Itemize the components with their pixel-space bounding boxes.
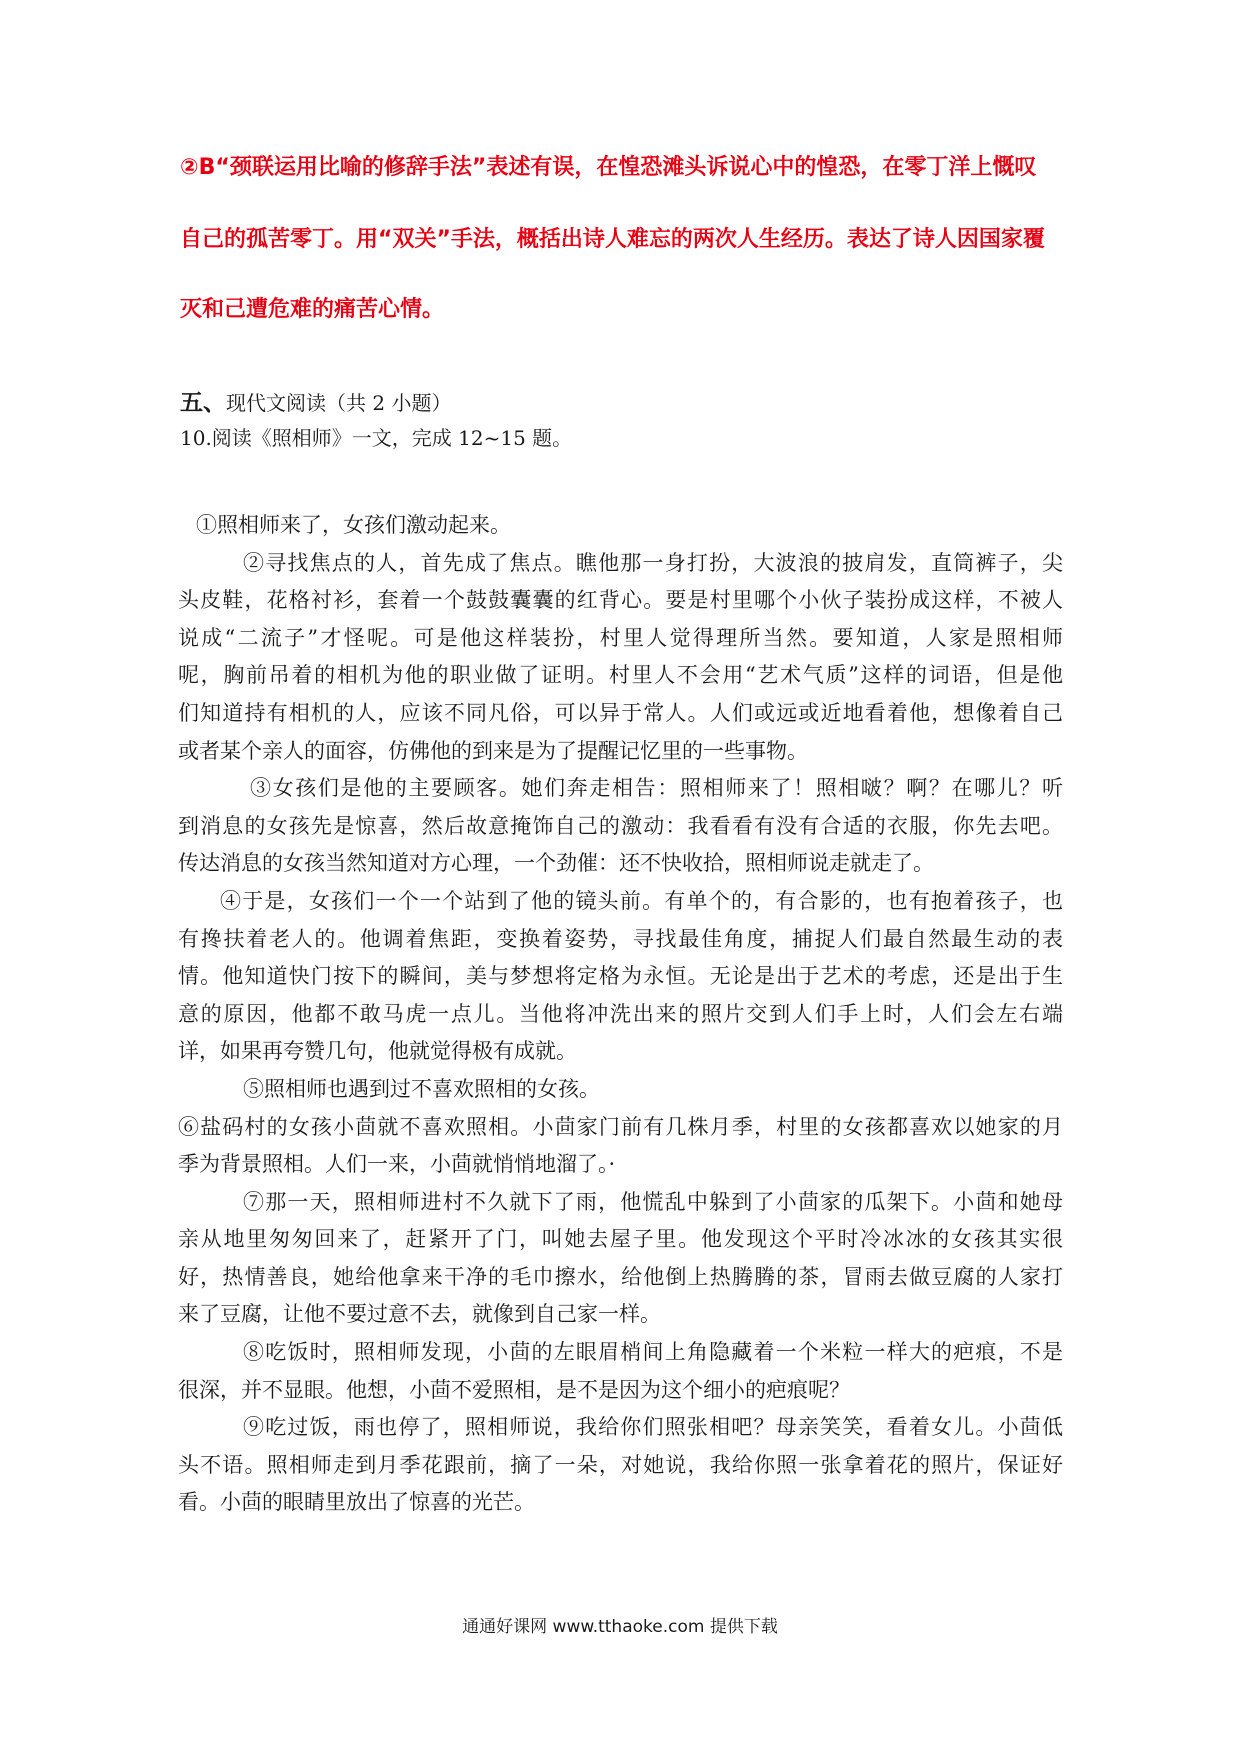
section-heading — [180, 384, 451, 417]
section-number: 五、 — [180, 390, 226, 416]
paragraph-line: ⑥盐码村的女孩小茴就不喜欢照相。小茴家门前有几株月季，村里的女孩都喜欢以她家的月 — [178, 1114, 1063, 1139]
paragraph-line: 呢，胸前吊着的相机为他的职业做了证明。村里人不会用“艺术气质”这样的词语，但是他 — [178, 663, 1063, 688]
paragraph-line: ③女孩们是他的主要顾客。她们奔走相告：照相师来了！照相啵？啊？在哪儿？听 — [250, 776, 1063, 801]
paragraph-line: ⑨吃过饭，雨也停了，照相师说，我给你们照张相吧？母亲笑笑，看着女儿。小茴低 — [243, 1415, 1063, 1440]
question-prompt: 10.阅读《照相师》一文，完成 12~15 题。 — [180, 426, 573, 450]
section-title: 现代文阅读（共 2 小题） — [226, 391, 452, 415]
paragraph-line: 到消息的女孩先是惊喜，然后故意掩饰自己的激动：我看看有没有合适的衣服，你先去吧。 — [178, 813, 1063, 838]
answer-line-1: ②B“颈联运用比喻的修辞手法”表述有误，在惶恐滩头诉说心中的惶恐，在零丁洋上慨叹 — [180, 155, 1037, 180]
paragraph-line: 头不语。照相师走到月季花跟前，摘了一朵，对她说，我给你照一张拿着花的照片，保证好 — [178, 1452, 1063, 1477]
paragraph-line: 有搀扶着老人的。他调着焦距，变换着姿势，寻找最佳角度，捕捉人们最自然最生动的表 — [178, 926, 1063, 951]
answer-line-3: 灭和己遭危难的痛苦心情。 — [180, 297, 445, 322]
paragraph-line: 说成“二流子”才怪呢。可是他这样装扮，村里人觉得理所当然。要知道，人家是照相师 — [178, 625, 1063, 650]
paragraph-line: 季为背景照相。人们一来，小茴就悄悄地溜了。· — [178, 1152, 616, 1177]
paragraph-line: 或者某个亲人的面容，仿佛他的到来是为了提醒记忆里的一些事物。 — [178, 738, 808, 763]
paragraph-line: 详，如果再夸赞几句，他就觉得极有成就。 — [178, 1039, 577, 1064]
paragraph-line: 们知道持有相机的人，应该不同凡俗，可以异于常人。人们或远或近地看着他，想像着自己 — [178, 700, 1063, 725]
paragraph-line: 意的原因，他都不敢马虎一点儿。当他将冲洗出来的照片交到人们手上时，人们会左右端 — [178, 1001, 1063, 1026]
paragraph-line: 很深，并不显眼。他想，小茴不爱照相，是不是因为这个细小的疤痕呢？ — [178, 1377, 850, 1402]
paragraph-line: 好，热情善良，她给他拿来干净的毛巾擦水，给他倒上热腾腾的茶，冒雨去做豆腐的人家打 — [178, 1264, 1063, 1289]
paragraph-line: 来了豆腐，让他不要过意不去，就像到自己家一样。 — [178, 1302, 661, 1327]
paragraph-line: ⑤照相师也遇到过不喜欢照相的女孩。 — [243, 1076, 600, 1101]
paragraph-line: ④于是，女孩们一个一个站到了他的镜头前。有单个的，有合影的，也有抱着孩子，也 — [220, 888, 1063, 913]
paragraph-line: 亲从地里匆匆回来了，赶紧开了门，叫她去屋子里。他发现这个平时冷冰冰的女孩其实很 — [178, 1227, 1063, 1252]
paragraph-line: 传达消息的女孩当然知道对方心理，一个劲催：还不快收拾，照相师说走就走了。 — [178, 851, 934, 876]
paragraph-line: 头皮鞋，花格衬衫，套着一个鼓鼓囊囊的红背心。要是村里哪个小伙子装扮成这样，不被人 — [178, 588, 1063, 613]
paragraph-line: ⑦那一天，照相师进村不久就下了雨，他慌乱中躲到了小茴家的瓜架下。小茴和她母 — [243, 1189, 1063, 1214]
footer-credit: 通通好课网 www.tthaoke.com 提供下载 — [462, 1617, 778, 1637]
paragraph-line: ②寻找焦点的人，首先成了焦点。瞧他那一身打扮，大波浪的披肩发，直筒裤子，尖 — [243, 550, 1063, 575]
passage — [178, 507, 1063, 1522]
paragraph-line: 情。他知道快门按下的瞬间，美与梦想将定格为永恒。无论是出于艺术的考虑，还是出于生 — [178, 964, 1063, 989]
paragraph-line: ①照相师来了，女孩们激动起来。 — [196, 513, 511, 537]
paragraph-line: ⑧吃饭时，照相师发现，小茴的左眼眉梢间上角隐藏着一个米粒一样大的疤痕，不是 — [243, 1340, 1063, 1365]
answer-line-2: 自己的孤苦零丁。用“双关”手法，概括出诗人难忘的两次人生经历。表达了诗人因国家覆 — [180, 227, 1045, 252]
paragraph-line: 看。小茴的眼睛里放出了惊喜的光芒。 — [178, 1490, 535, 1515]
